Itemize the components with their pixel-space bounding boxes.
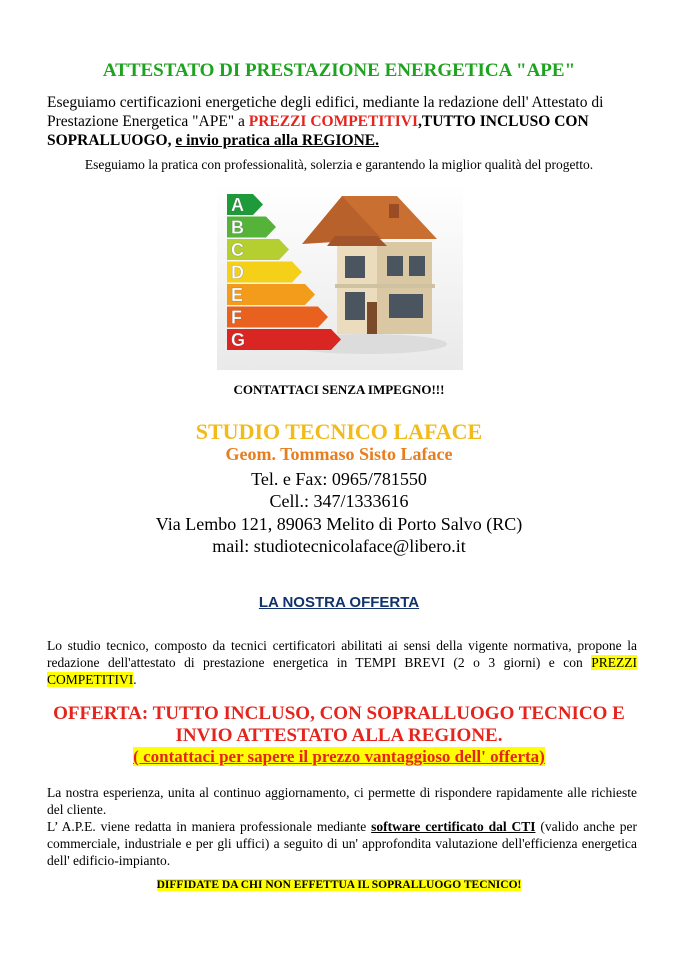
intro-region: e invio pratica alla REGIONE. [175, 132, 379, 149]
energy-class-label-e: E [231, 285, 244, 305]
page-title: ATTESTATO DI PRESTAZIONE ENERGETICA "APE" [102, 60, 576, 81]
energy-class-label-g: G [231, 330, 246, 350]
offer-big-line-3-wrap [0, 746, 678, 768]
intro-text: Eseguiamo certificazioni energetiche degli edifici, mediante la redazione dell' Attestato di Prestazione Energetica "APE" a [47, 94, 604, 130]
offer-heading: LA NOSTRA OFFERTA [258, 594, 420, 611]
experience-text-2 [47, 818, 637, 869]
intro-separator: , [167, 132, 176, 149]
studio-address: Via Lembo 121, 89063 Melito di Porto Salvo (RC) [155, 514, 523, 534]
studio-tel: Tel. e Fax: 0965/781550 [251, 469, 427, 489]
energy-class-bar-f [227, 307, 328, 328]
intro-paragraph [47, 93, 637, 150]
experience-text-2a: L’ A.P.E. viene redatta in maniera professionale mediante [47, 819, 372, 834]
contact-cta: CONTATTACI SENZA IMPEGNO!!! [233, 382, 445, 397]
experience-text-1: La nostra esperienza, unita al continuo aggiornamento, ci permette di rispondere rapidamente alle richieste del cliente. [47, 785, 637, 817]
energy-class-label-c: C [231, 240, 244, 260]
experience-text-2b: (valido anche per commerciale, industriale e per gli uffici) a seguito di un' approfondita valutazione dell'efficienza energetica dell' edificio-impianto. [47, 819, 638, 868]
intro-all-inclusive: ,TUTTO INCLUSO CON SOPRALLUOGO [47, 113, 589, 149]
intro-highlight-prices: PREZZI COMPETITIVI [248, 113, 418, 130]
subtitle-text: Eseguiamo la pratica con professionalità, solerzia e garantendo la miglior qualità del progetto. [84, 157, 594, 172]
studio-person: Geom. Tommaso Sisto Laface [225, 444, 453, 464]
offer-big-line-2: INVIO ATTESTATO ALLA REGIONE. [175, 725, 503, 746]
studio-mail[interactable]: mail: studiotecnicolaface@libero.it [212, 536, 466, 556]
energy-house-svg [217, 184, 463, 370]
warning-wrap [0, 879, 678, 891]
energy-class-label-b: B [231, 217, 244, 238]
warning-text: DIFFIDATE DA CHI NON EFFETTUA IL SOPRALLUOGO TECNICO! [156, 879, 522, 891]
energy-class-label-f: F [231, 307, 242, 328]
studio-name: STUDIO TECNICO LAFACE [195, 419, 483, 444]
offer-text-end: . [133, 672, 137, 687]
studio-cell: Cell.: 347/1333616 [269, 491, 409, 511]
offer-highlight-prices: PREZZI COMPETITIVI [47, 655, 637, 687]
offer-big-line-1: OFFERTA: TUTTO INCLUSO, CON SOPRALLUOGO TECNICO E [53, 703, 625, 724]
energy-class-label-d: D [231, 262, 244, 283]
offer-text: Lo studio tecnico, composto da tecnici certificatori abilitati ai sensi della vigente normativa, propone la redazione dell'attestato di prestazione energetica in TEMPI BREVI (2 o 3 giorni) e con [47, 638, 637, 670]
energy-house-illustration [217, 184, 463, 370]
offer-big-line-3: ( contattaci per sapere il prezzo vantaggioso dell' offerta) [133, 747, 545, 766]
offer-paragraph [47, 637, 637, 688]
experience-paragraph [47, 784, 637, 869]
energy-class-label-a: A [231, 195, 244, 215]
experience-software: software certificato dal CTI [371, 819, 536, 834]
